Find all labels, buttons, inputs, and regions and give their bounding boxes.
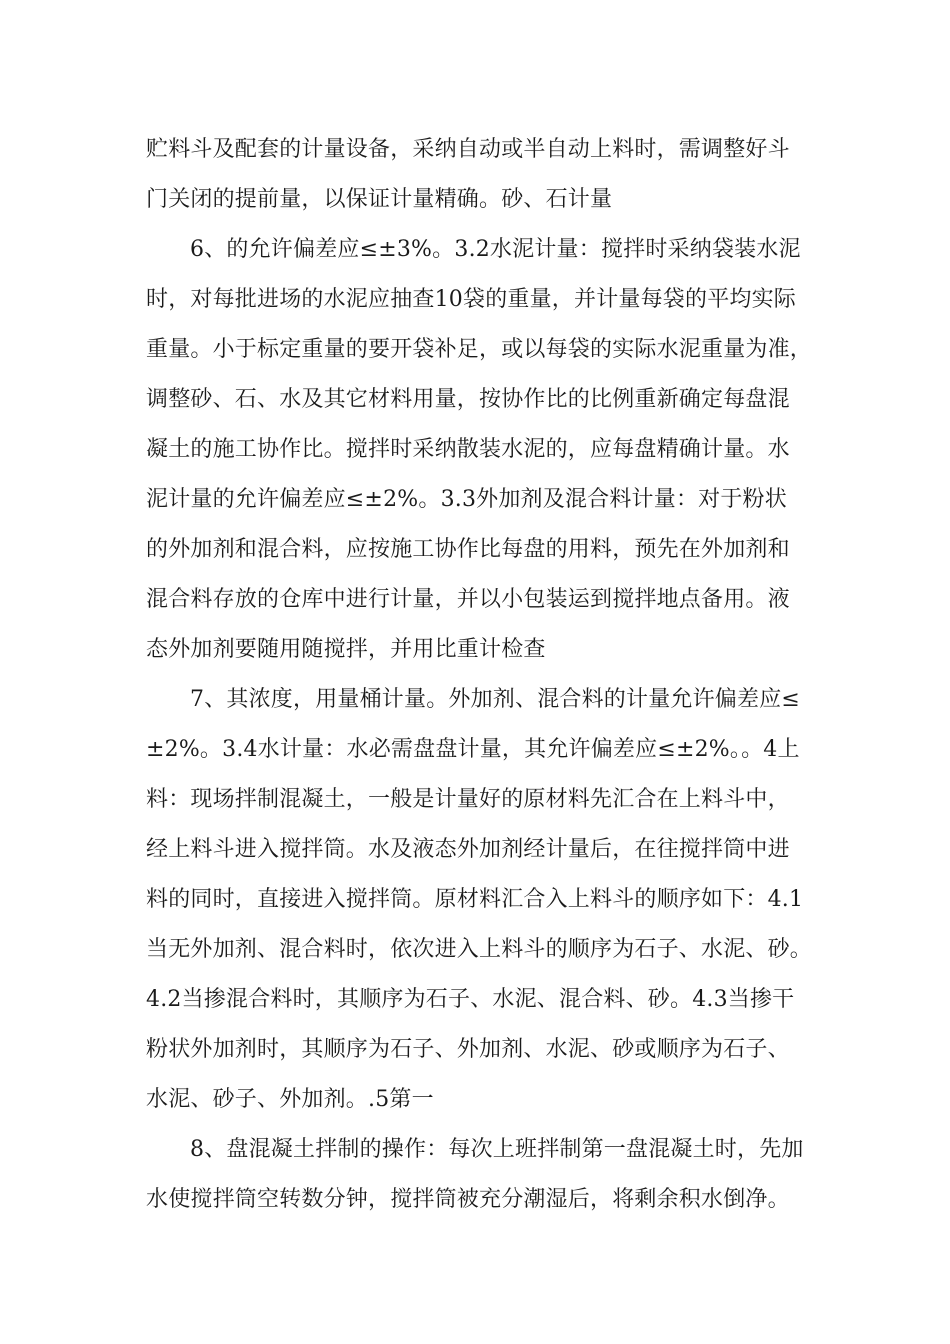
text-line: 门关闭的提前量，以保证计量精确。砂、石计量 bbox=[146, 187, 613, 212]
text-line: 料的同时，直接进入搅拌筒。原材料汇合入上料斗的顺序如下：4.1 bbox=[146, 887, 804, 912]
text-line: 7、其浓度，用量桶计量。外加剂、混合料的计量允许偏差应≤ bbox=[190, 687, 801, 712]
text-line: 8、盘混凝土拌制的操作：每次上班拌制第一盘混凝土时，先加 bbox=[190, 1137, 804, 1162]
text-line: 时，对每批进场的水泥应抽查10袋的重量，并计量每袋的平均实际 bbox=[146, 287, 796, 312]
text-line: 水泥、砂子、外加剂。.5第一 bbox=[146, 1087, 434, 1112]
text-line: 粉状外加剂时，其顺序为石子、外加剂、水泥、砂或顺序为石子、 bbox=[146, 1037, 790, 1062]
text-line: 料：现场拌制混凝土，一般是计量好的原材料先汇合在上料斗中， bbox=[146, 787, 790, 812]
text-line: 6、的允许偏差应≤±3%。3.2水泥计量：搅拌时采纳袋装水泥 bbox=[190, 237, 801, 262]
text-line: 态外加剂要随用随搅拌，并用比重计检查 bbox=[146, 637, 546, 662]
text-line: 贮料斗及配套的计量设备，采纳自动或半自动上料时，需调整好斗 bbox=[146, 137, 790, 162]
text-line: 经上料斗进入搅拌筒。水及液态外加剂经计量后，在往搅拌筒中进 bbox=[146, 837, 790, 862]
text-line: 调整砂、石、水及其它材料用量，按协作比的比例重新确定每盘混 bbox=[146, 387, 790, 412]
text-line: ±2%。3.4水计量：水必需盘盘计量，其允许偏差应≤±2%。。4上 bbox=[146, 737, 800, 762]
text-line: 的外加剂和混合料，应按施工协作比每盘的用料，预先在外加剂和 bbox=[146, 537, 790, 562]
text-line: 当无外加剂、混合料时，依次进入上料斗的顺序为石子、水泥、砂。 bbox=[146, 937, 813, 962]
text-line: 水使搅拌筒空转数分钟，搅拌筒被充分潮湿后，将剩余积水倒净。 bbox=[146, 1187, 790, 1212]
text-line: 混合料存放的仓库中进行计量，并以小包装运到搅拌地点备用。液 bbox=[146, 587, 790, 612]
text-line: 重量。小于标定重量的要开袋补足，或以每袋的实际水泥重量为准， bbox=[146, 337, 813, 362]
text-line: 4.2当掺混合料时，其顺序为石子、水泥、混合料、砂。4.3当掺干 bbox=[146, 987, 795, 1012]
text-line: 凝土的施工协作比。搅拌时采纳散装水泥的，应每盘精确计量。水 bbox=[146, 437, 790, 462]
text-line: 泥计量的允许偏差应≤±2%。3.3外加剂及混合料计量：对于粉状 bbox=[146, 487, 787, 512]
